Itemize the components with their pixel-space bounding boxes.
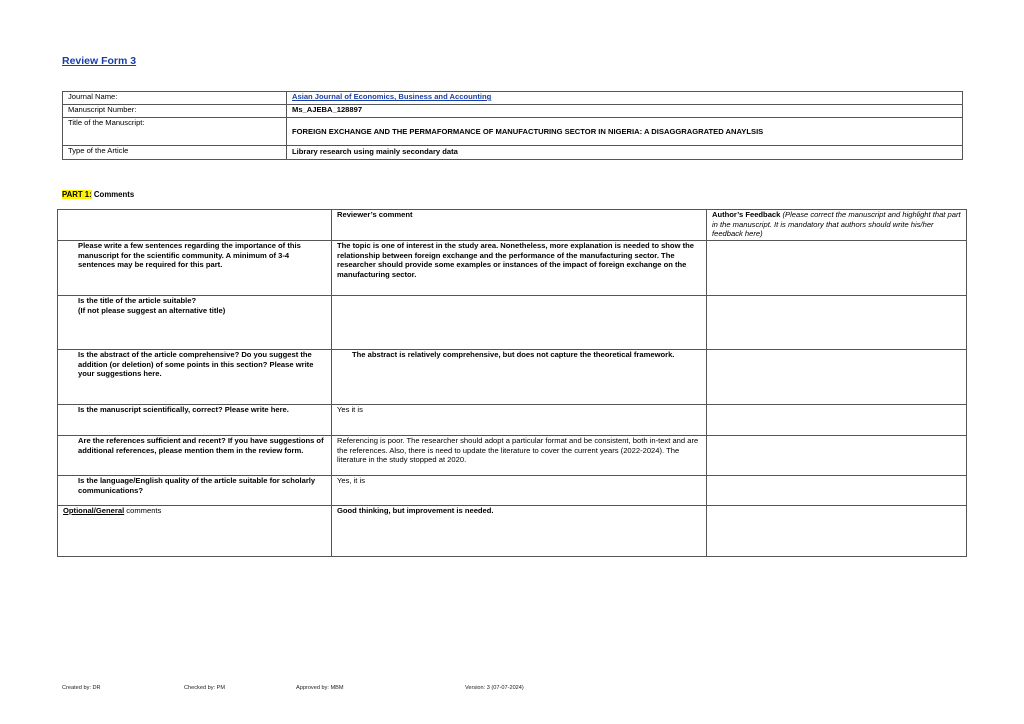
optional-comment: Good thinking, but improvement is needed.: [332, 506, 707, 557]
part1-heading: [62, 190, 134, 199]
question-title-line1: Is the title of the article suitable?: [78, 296, 197, 305]
comment-language: Yes, it is: [332, 476, 707, 506]
footer-version: Version: 3 (07-07-2024): [465, 685, 524, 691]
header-empty-cell: [58, 210, 332, 241]
comment-abstract: The abstract is relatively comprehensive, but does not capture the theoretical framework.: [332, 350, 707, 405]
question-scientific: Is the manuscript scientifically, correct? Please write here.: [58, 405, 332, 436]
reviewer-comment-header: Reviewer’s comment: [332, 210, 707, 241]
footer-approved-by: Approved by: MBM: [296, 685, 344, 691]
manuscript-number-value: Ms_AJEBA_128897: [287, 105, 963, 118]
table-row: [58, 476, 967, 506]
journal-name-label: Journal Name:: [63, 92, 287, 105]
journal-name-value: [287, 92, 963, 105]
article-type-text: Library research using mainly secondary data: [292, 147, 458, 156]
table-row: [58, 296, 967, 350]
table-row: [58, 506, 967, 557]
author-feedback-title: Author’s Feedback: [712, 210, 781, 219]
manuscript-title-value: [287, 118, 963, 146]
question-title-line2: (If not please suggest an alternative title): [78, 305, 226, 315]
table-row: [58, 350, 967, 405]
feedback-cell[interactable]: [707, 506, 967, 557]
question-language: Is the language/English quality of the article suitable for scholarly communications?: [58, 476, 332, 506]
manuscript-title-text: FOREIGN EXCHANGE AND THE PERMAFORMANCE OF MANUFACTURING SECTOR IN NIGERIA: A DISAGGRAGRATED ANAYLSIS: [292, 127, 764, 136]
comment-importance: The topic is one of interest in the study area. Nonetheless, more explanation is needed to show the relationship between foreign exchange and the performance of the manufacturing sector. The researcher should provide some examples or instances of the impact of foreign exchange on the manufacturing sector.: [332, 241, 707, 296]
optional-general-label: Optional/General: [63, 506, 125, 515]
feedback-cell[interactable]: [707, 436, 967, 476]
table-row: [58, 241, 967, 296]
feedback-cell[interactable]: [707, 405, 967, 436]
comment-scientific: Yes it is: [332, 405, 707, 436]
question-abstract: Is the abstract of the article comprehensive? Do you suggest the addition (or deletion) of some points in this section? Please write your suggestions here.: [58, 350, 332, 405]
feedback-cell[interactable]: [707, 241, 967, 296]
manuscript-info-table: [62, 91, 963, 160]
comments-table: [57, 209, 967, 557]
article-type-label: Type of the Article: [63, 146, 287, 160]
question-importance: Please write a few sentences regarding the importance of this manuscript for the scientific community. A minimum of 3-4 sentences may be required for this part.: [58, 241, 332, 296]
author-feedback-header: [707, 210, 967, 241]
feedback-cell[interactable]: [707, 350, 967, 405]
author-feedback-instructions: (Please correct the manuscript and highlight that part in the manuscript. It is mandatory that authors should write his/her feedback here): [712, 210, 961, 239]
feedback-cell[interactable]: [707, 296, 967, 350]
question-references: Are the references sufficient and recent? If you have suggestions of additional references, please mention them in the review form.: [58, 436, 332, 476]
manuscript-number-label: Manuscript Number:: [63, 105, 287, 118]
optional-comments-label: [58, 506, 332, 557]
comment-references: Referencing is poor. The researcher should adopt a particular format and be consistent, both in-text and are the references. Also, there is need to update the literature to cover the current years (2022-2024). The literature in the study stopped at 2020.: [332, 436, 707, 476]
part1-title: Comments: [93, 190, 135, 199]
feedback-cell[interactable]: [707, 476, 967, 506]
comment-title: [332, 296, 707, 350]
form-title: Review Form 3: [62, 55, 137, 67]
article-type-value: [287, 146, 963, 160]
table-row: [58, 405, 967, 436]
question-title: [58, 296, 332, 350]
optional-comments-suffix: comments: [124, 506, 162, 515]
footer-created-by: Created by: DR: [62, 685, 101, 691]
part1-label: PART 1:: [62, 190, 92, 199]
journal-name-link[interactable]: Asian Journal of Economics, Business and Accounting: [292, 92, 492, 101]
manuscript-title-label: Title of the Manuscript:: [63, 118, 287, 146]
table-row: [58, 436, 967, 476]
footer-checked-by: Checked by: PM: [184, 685, 226, 691]
